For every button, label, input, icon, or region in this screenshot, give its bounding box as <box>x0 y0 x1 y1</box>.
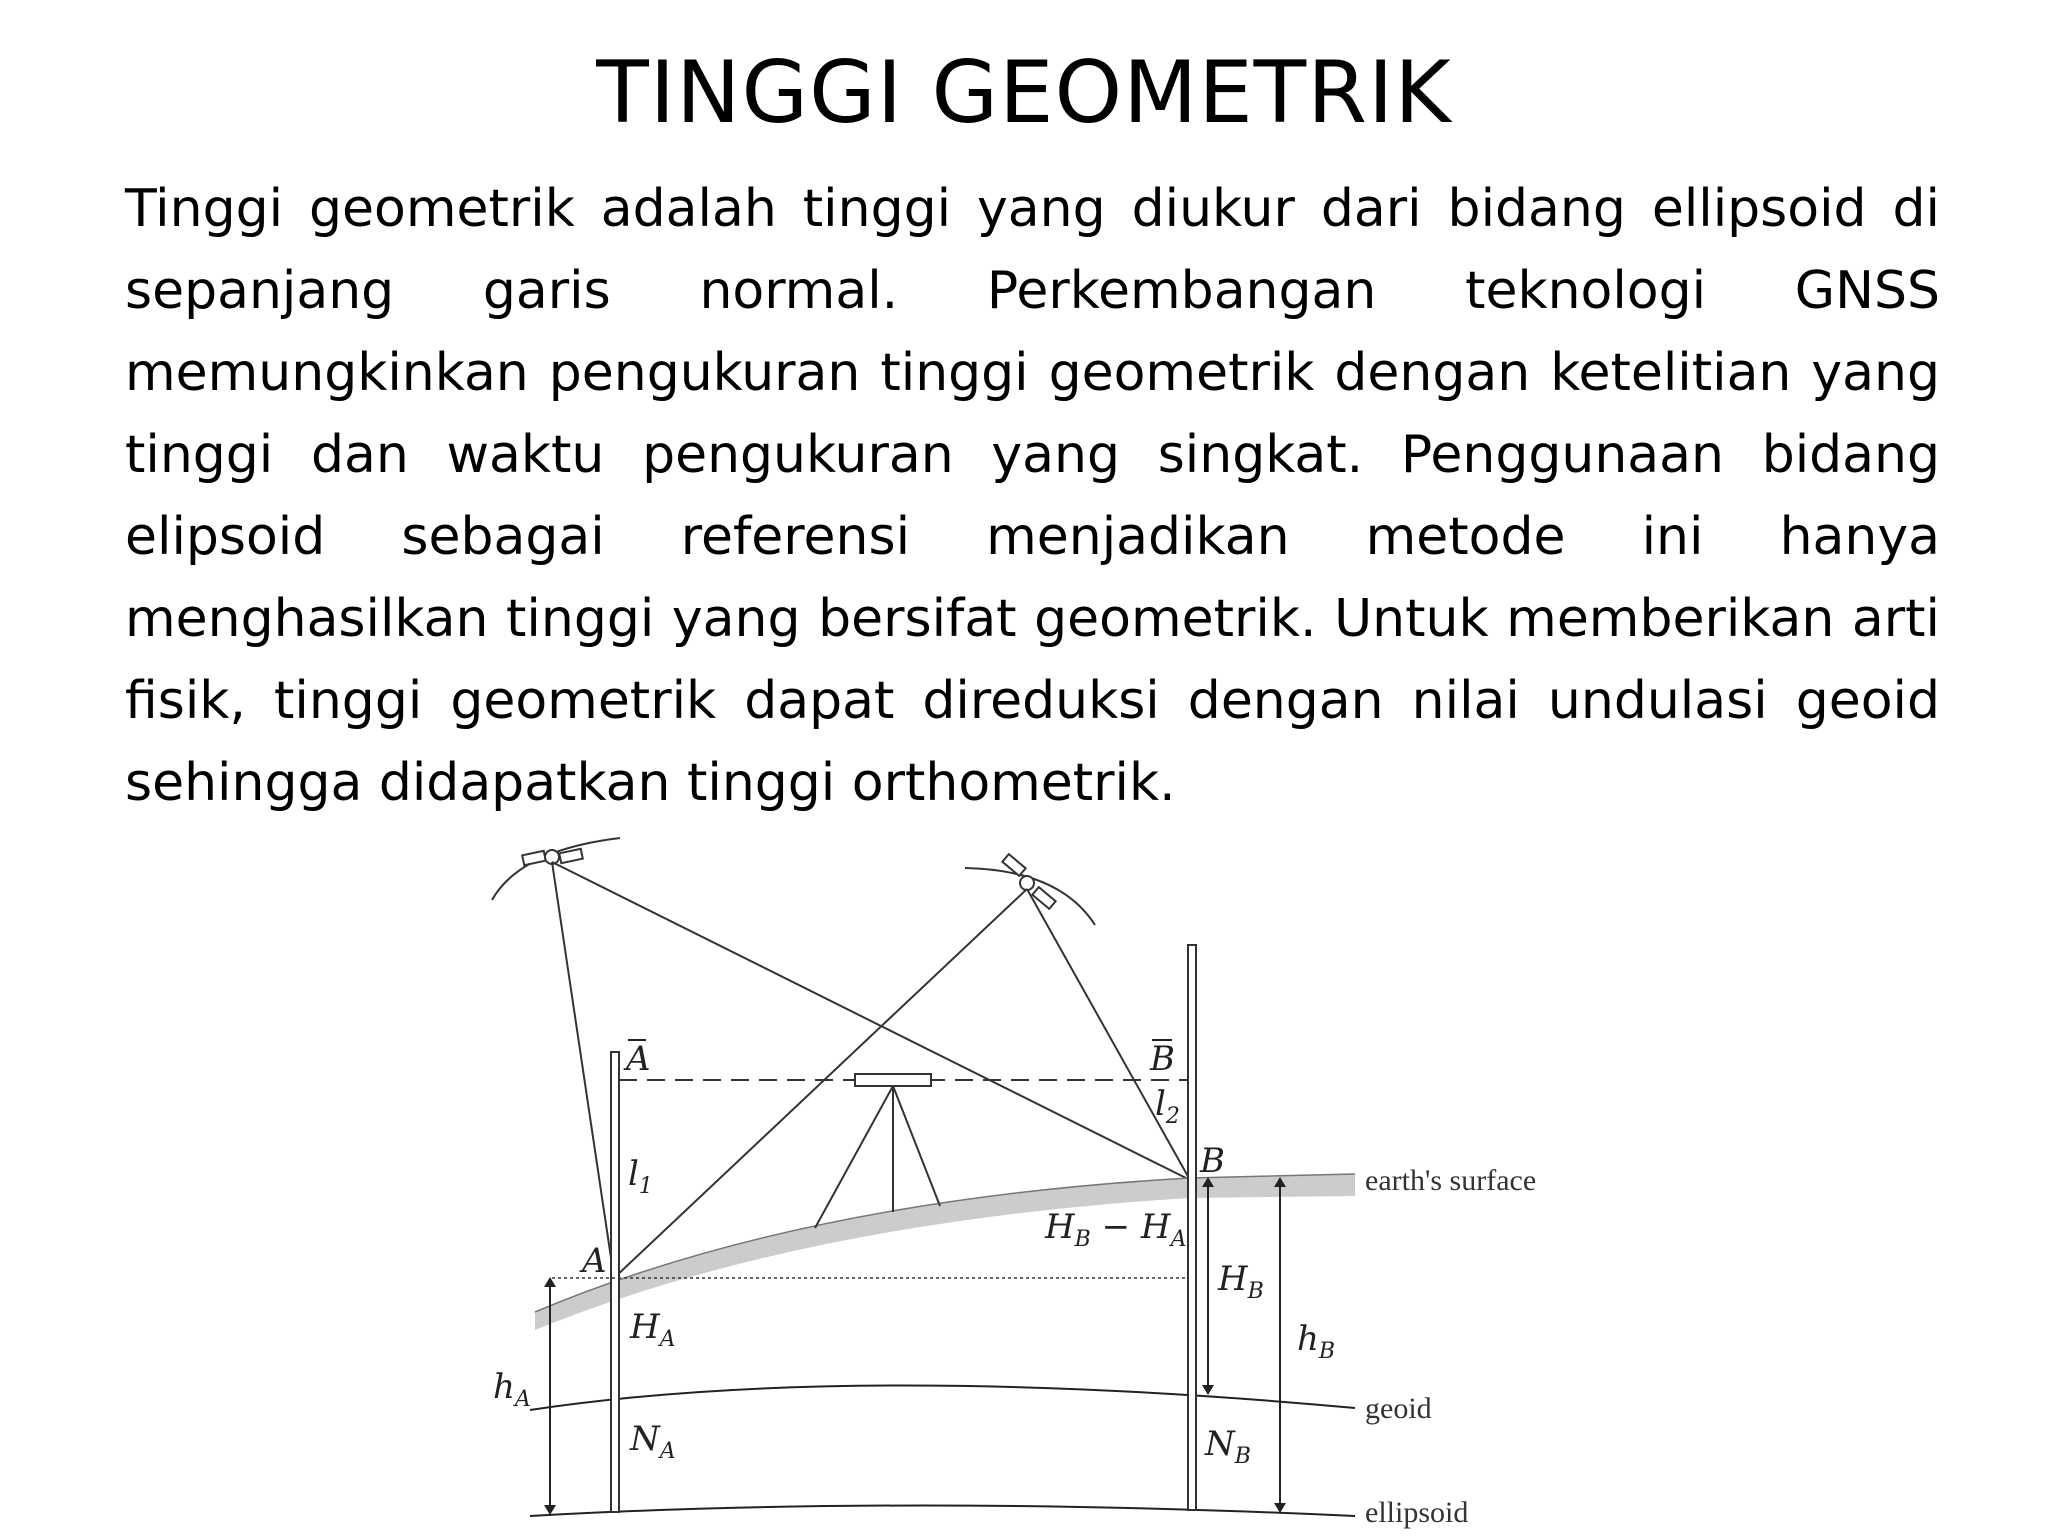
leveling-rod-a <box>611 1052 619 1512</box>
rod-reading-l2: $l_2$ <box>1155 1084 1180 1129</box>
ellipsoid-curve <box>530 1506 1355 1517</box>
point-a-bar-label: A <box>626 1039 651 1079</box>
slide-title: TINGGI GEOMETRIK <box>596 43 1452 143</box>
point-a-label: A <box>582 1241 607 1281</box>
point-b-label: B <box>1200 1141 1225 1181</box>
leveling-rod-b <box>1188 945 1196 1510</box>
satellite-ray-left-to-a <box>552 862 614 1278</box>
geoid-curve <box>530 1385 1355 1410</box>
rod-reading-l1: $l_1$ <box>628 1154 653 1199</box>
undulation-b-label: $N_B$ <box>1205 1424 1251 1469</box>
height-difference-label: $H_B - H_A$ <box>1045 1207 1187 1252</box>
point-b-bar-label: B <box>1150 1039 1175 1079</box>
satellite-icon <box>1002 854 1055 909</box>
geometric-height-a-label: $h_A$ <box>493 1367 531 1412</box>
orthometric-height-b-label: $H_B$ <box>1218 1259 1264 1304</box>
level-instrument <box>855 1074 931 1086</box>
satellite-ray-left-to-b <box>552 862 1190 1180</box>
earth-surface-label: earth's surface <box>1365 1164 1537 1197</box>
undulation-a-label: $N_A$ <box>630 1419 676 1464</box>
slide-paragraph: Tinggi geometrik adalah tinggi yang diukur dari bidang ellipsoid di sepanjang garis normal. Perkembangan teknologi GNSS memungkinkan pengukuran tinggi geometrik dengan ketelitian yang tinggi dan waktu pengukuran yang singkat. Penggunaan bidang elipsoid sebagai referensi menjadikan metode ini hanya menghasilkan tinggi yang bersifat geometrik. Untuk memberikan arti fisik, tinggi geometrik dapat direduksi dengan nilai undulasi geoid sehingga didapatkan tinggi orthometrik. <box>125 179 1940 813</box>
ellipsoid-label: ellipsoid <box>1365 1496 1469 1529</box>
tripod-leg-right <box>893 1086 940 1206</box>
satellite-ray-right-to-b <box>1027 889 1190 1180</box>
tripod-leg-left <box>815 1086 893 1228</box>
geometric-height-b-label: $h_B$ <box>1297 1319 1336 1364</box>
geoid-label: geoid <box>1365 1392 1432 1425</box>
orthometric-height-a-label: $H_A$ <box>630 1307 676 1352</box>
